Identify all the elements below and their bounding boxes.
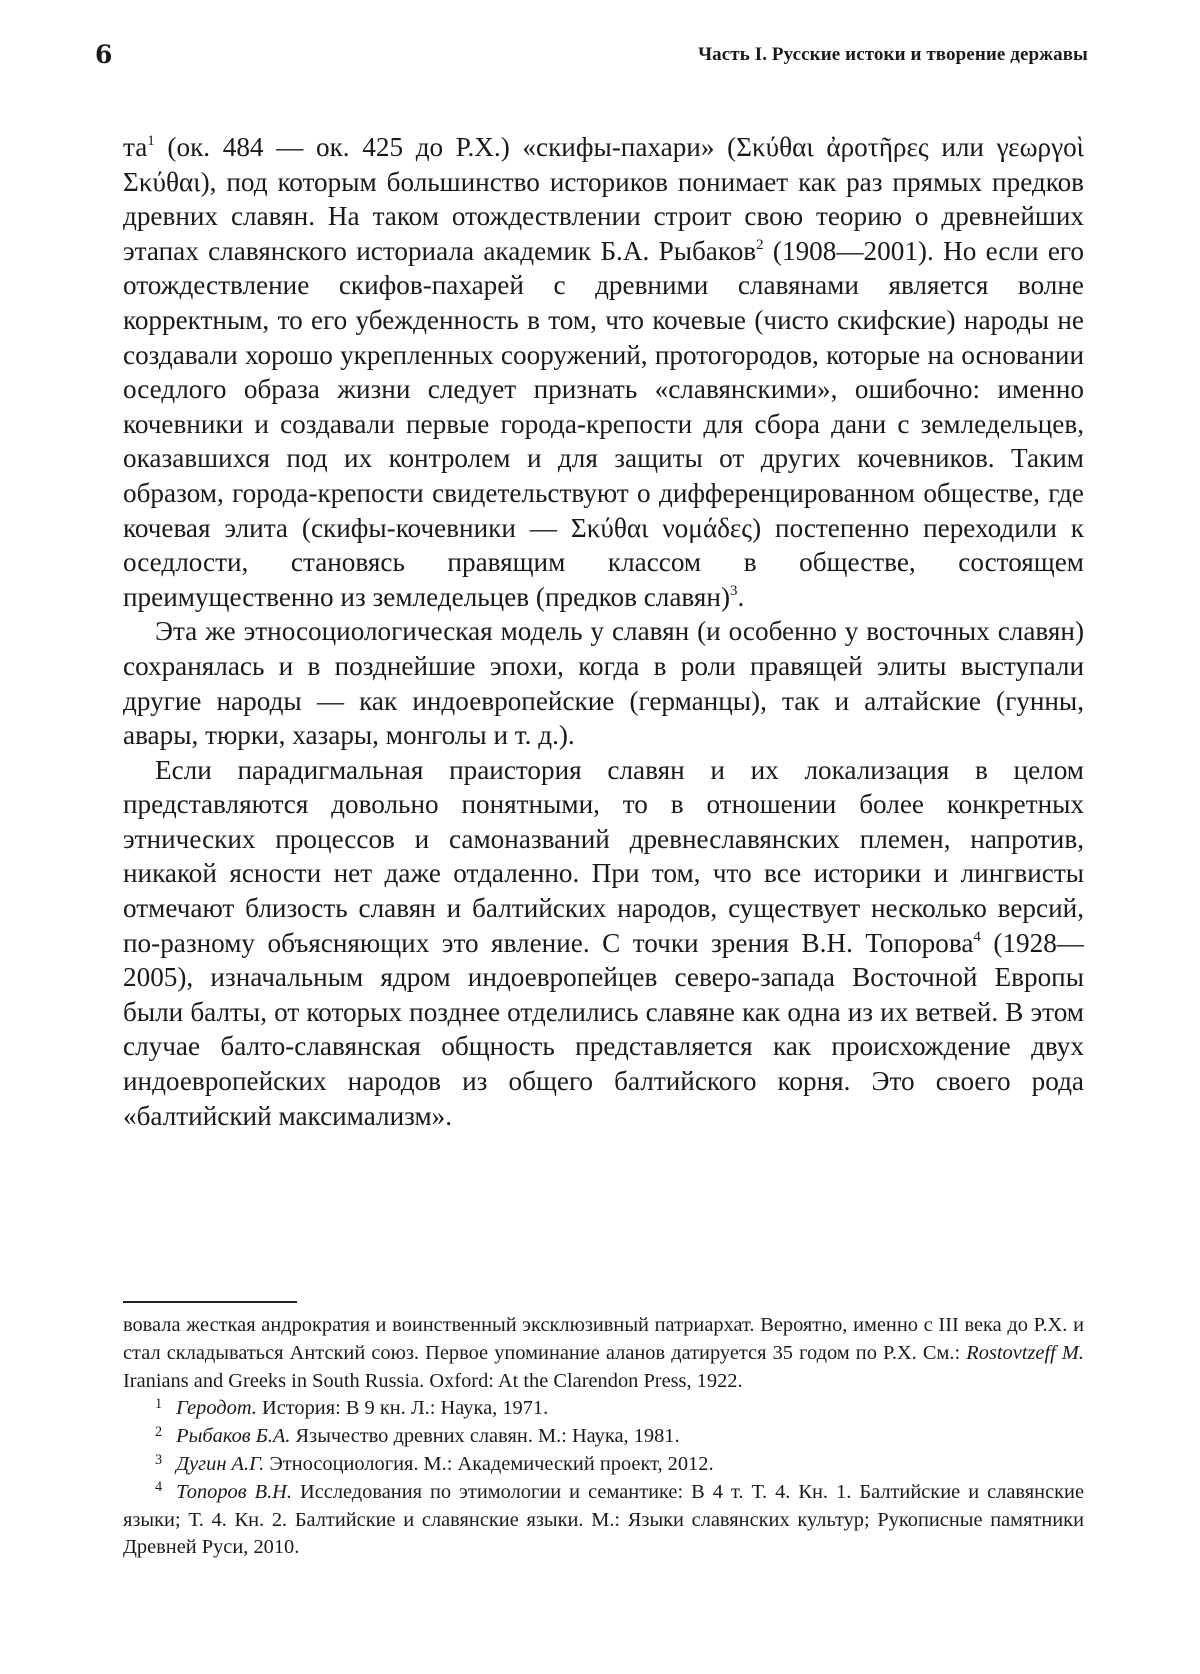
page-number: 6 xyxy=(95,40,112,69)
running-head: Часть I. Русские истоки и творение державы xyxy=(698,44,1088,66)
paragraph-3-text: Если парадигмальная праистория славян и их локализация в целом представляются довольно понятными, то в отношении более конкретных этнических процессов и самоназваний древнеславянских племен, напротив, никакой ясности нет даже отдаленно. При том, что все историки и лингвисты отмечают близость славян и балтийских народов, существует несколько версий, по-разному объясняющих это явление. С точки зрения В.Н. Топорова xyxy=(123,755,1084,958)
footnote-ref-4: 4 xyxy=(973,928,980,944)
footnote-2 xyxy=(123,1423,1084,1451)
paragraph-1 xyxy=(123,130,1084,614)
footnote-author: Геродот. xyxy=(176,1397,257,1419)
footnote-number: 2 xyxy=(155,1424,162,1440)
footnote-number: 4 xyxy=(155,1479,162,1495)
paragraph-1-end: . xyxy=(737,582,744,612)
footnotes xyxy=(123,1312,1084,1562)
footnote-author: Топоров В.Н. xyxy=(176,1481,292,1503)
footnote-1 xyxy=(123,1395,1084,1423)
footnote-ref-1: 1 xyxy=(147,133,154,149)
paragraph-3 xyxy=(123,753,1084,1134)
footnote-text: Исследования по этимологии и семантике: В 4 т. Т. 4. Кн. 1. Балтийские и славянские языки; Т. 4. Кн. 2. Балтийские и славянские языки. М.: Языки славянских культур; Рукописные памятники Древней Руси, 2010. xyxy=(123,1481,1084,1559)
footnote-text: Язычество древних славян. М.: Наука, 1981. xyxy=(290,1425,679,1447)
footnote-text: Этносоциология. М.: Академический проект, 2012. xyxy=(264,1453,713,1475)
paragraph-3-text-cont: (1928—2005), изначальным ядром индоевропейцев северо-запада Восточной Европы были балты, от которых позднее отделились славяне как одна из их ветвей. В этом случае балто-славянская общность представляется как происхождение двух индоевропейских народов из общего балтийского корня. Это своего рода «балтийский максимализм». xyxy=(123,928,1084,1131)
footnote-continuation: вовала жесткая андрократия и воинственный эксклюзивный патриархат. Вероятно, именно с III века до Р.Х. и стал складываться Антский союз. Первое упоминание аланов датируется 35 годом по Р.Х. См.: Rostovtzeff M. Iranians and Greeks in South Russia. Oxford: At the Clarendon Press, 1922. xyxy=(123,1312,1084,1395)
footnote-text: История: В 9 кн. Л.: Наука, 1971. xyxy=(257,1397,548,1419)
footnote-author: Rostovtzeff M. xyxy=(966,1342,1084,1364)
footnote-3 xyxy=(123,1451,1084,1479)
paragraph-1-text: (ок. 484 — ок. 425 до Р.Х.) «скифы-пахари» (Σκύθαι ἀροτῆρες или γεωργοὶ Σκύθαι), под которым большинство историков понимает как раз прямых предков древних славян. На таком отождествлении строит свою теорию о древнейших этапах славянского историала академик Б.А. Рыбаков xyxy=(123,132,1084,266)
paragraph-2: Эта же этносоциологическая модель у славян (и особенно у восточных славян) сохранялась и в позднейшие эпохи, когда в роли правящей элиты выступали другие народы — как индоевропейские (германцы), так и алтайские (гунны, авары, тюрки, хазары, монголы и т. д.). xyxy=(123,614,1084,752)
footnote-divider xyxy=(123,1301,297,1303)
footnote-author: Рыбаков Б.А. xyxy=(176,1425,290,1447)
footnote-author: Дугин А.Г. xyxy=(176,1453,264,1475)
main-text xyxy=(123,130,1084,1133)
footnote-4 xyxy=(123,1479,1084,1562)
paragraph-1-start: та xyxy=(123,132,147,162)
paragraph-1-text-cont: (1908—2001). Но если его отождествление скифов-пахарей с древними славянами является волне корректным, то его убежденность в том, что кочевые (чисто скифские) народы не создавали хорошо укрепленных сооружений, протогородов, которые на основании оседлого образа жизни следует признать «славянскими», ошибочно: именно кочевники и создавали первые города-крепости для сбора дани с земледельцев, оказавшихся под их контролем и для защиты от других кочевников. Таким образом, города-крепости свидетельствуют о дифференцированном обществе, где кочевая элита (скифы-кочевники — Σκύθαι νομάδες) постепенно переходили к оседлости, становясь правящим классом в обществе, состоящем преимущественно из земледельцев (предков славян) xyxy=(123,236,1084,612)
footnote-ref-3: 3 xyxy=(730,583,737,599)
footnote-number: 3 xyxy=(155,1452,162,1468)
footnote-ref-2: 2 xyxy=(756,237,763,253)
footnote-number: 1 xyxy=(155,1396,162,1412)
book-page xyxy=(0,0,1200,1674)
